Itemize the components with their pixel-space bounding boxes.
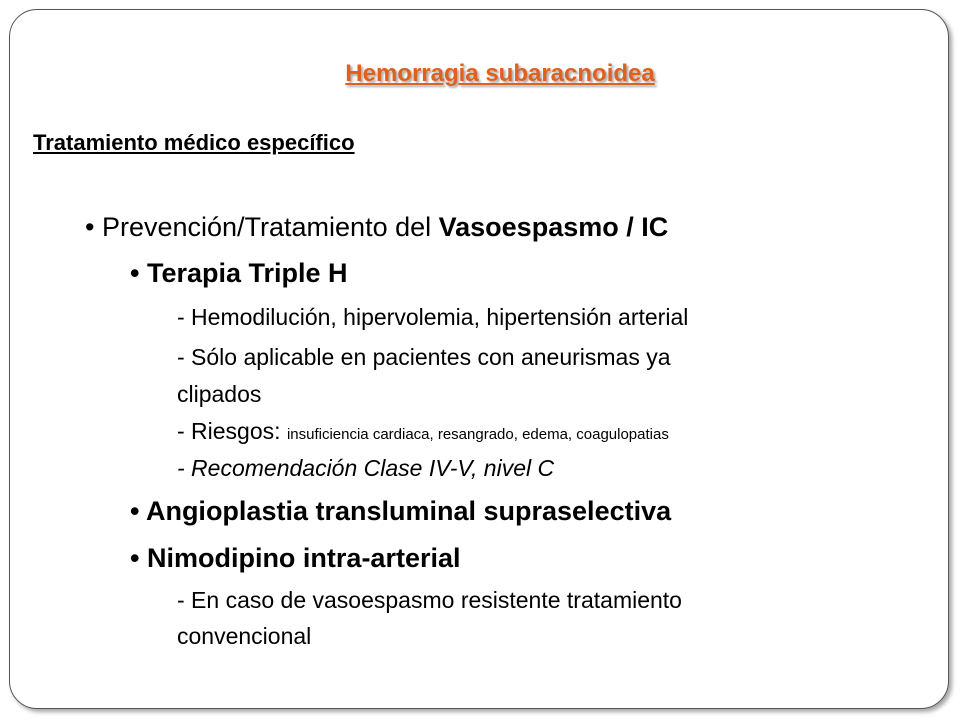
detail-line: - Hemodilución, hipervolemia, hipertensión arterial (177, 304, 689, 330)
detail-line: convencional (177, 623, 312, 649)
slide-subtitle: Tratamiento médico específico (33, 130, 355, 155)
detail-line: - Recomendación Clase IV-V, nivel C (177, 455, 555, 481)
riesgos-list: insuficiencia cardiaca, resangrado, edema, coagulopatias (286, 426, 669, 443)
item-angioplastia: • Angioplastia transluminal supraselectiva (130, 496, 672, 526)
riesgos-label: - Riesgos: (177, 418, 287, 444)
detail-line: - En caso de vasoespasmo resistente tratamiento (177, 587, 682, 613)
item-terapia-triple-h: • Terapia Triple H (130, 258, 348, 288)
main-bullet-bold: Vasoespasmo / IC (438, 212, 669, 242)
detail-line-riesgos (177, 418, 669, 445)
slide-title: Hemorragia subaracnoidea (345, 60, 655, 87)
detail-line: - Sólo aplicable en pacientes con aneurismas ya (177, 344, 671, 370)
main-bullet (85, 212, 668, 243)
main-bullet-text: • Prevención/Tratamiento del (85, 212, 439, 242)
detail-line: clipados (177, 381, 262, 407)
item-nimodipino: • Nimodipino intra-arterial (130, 543, 461, 573)
